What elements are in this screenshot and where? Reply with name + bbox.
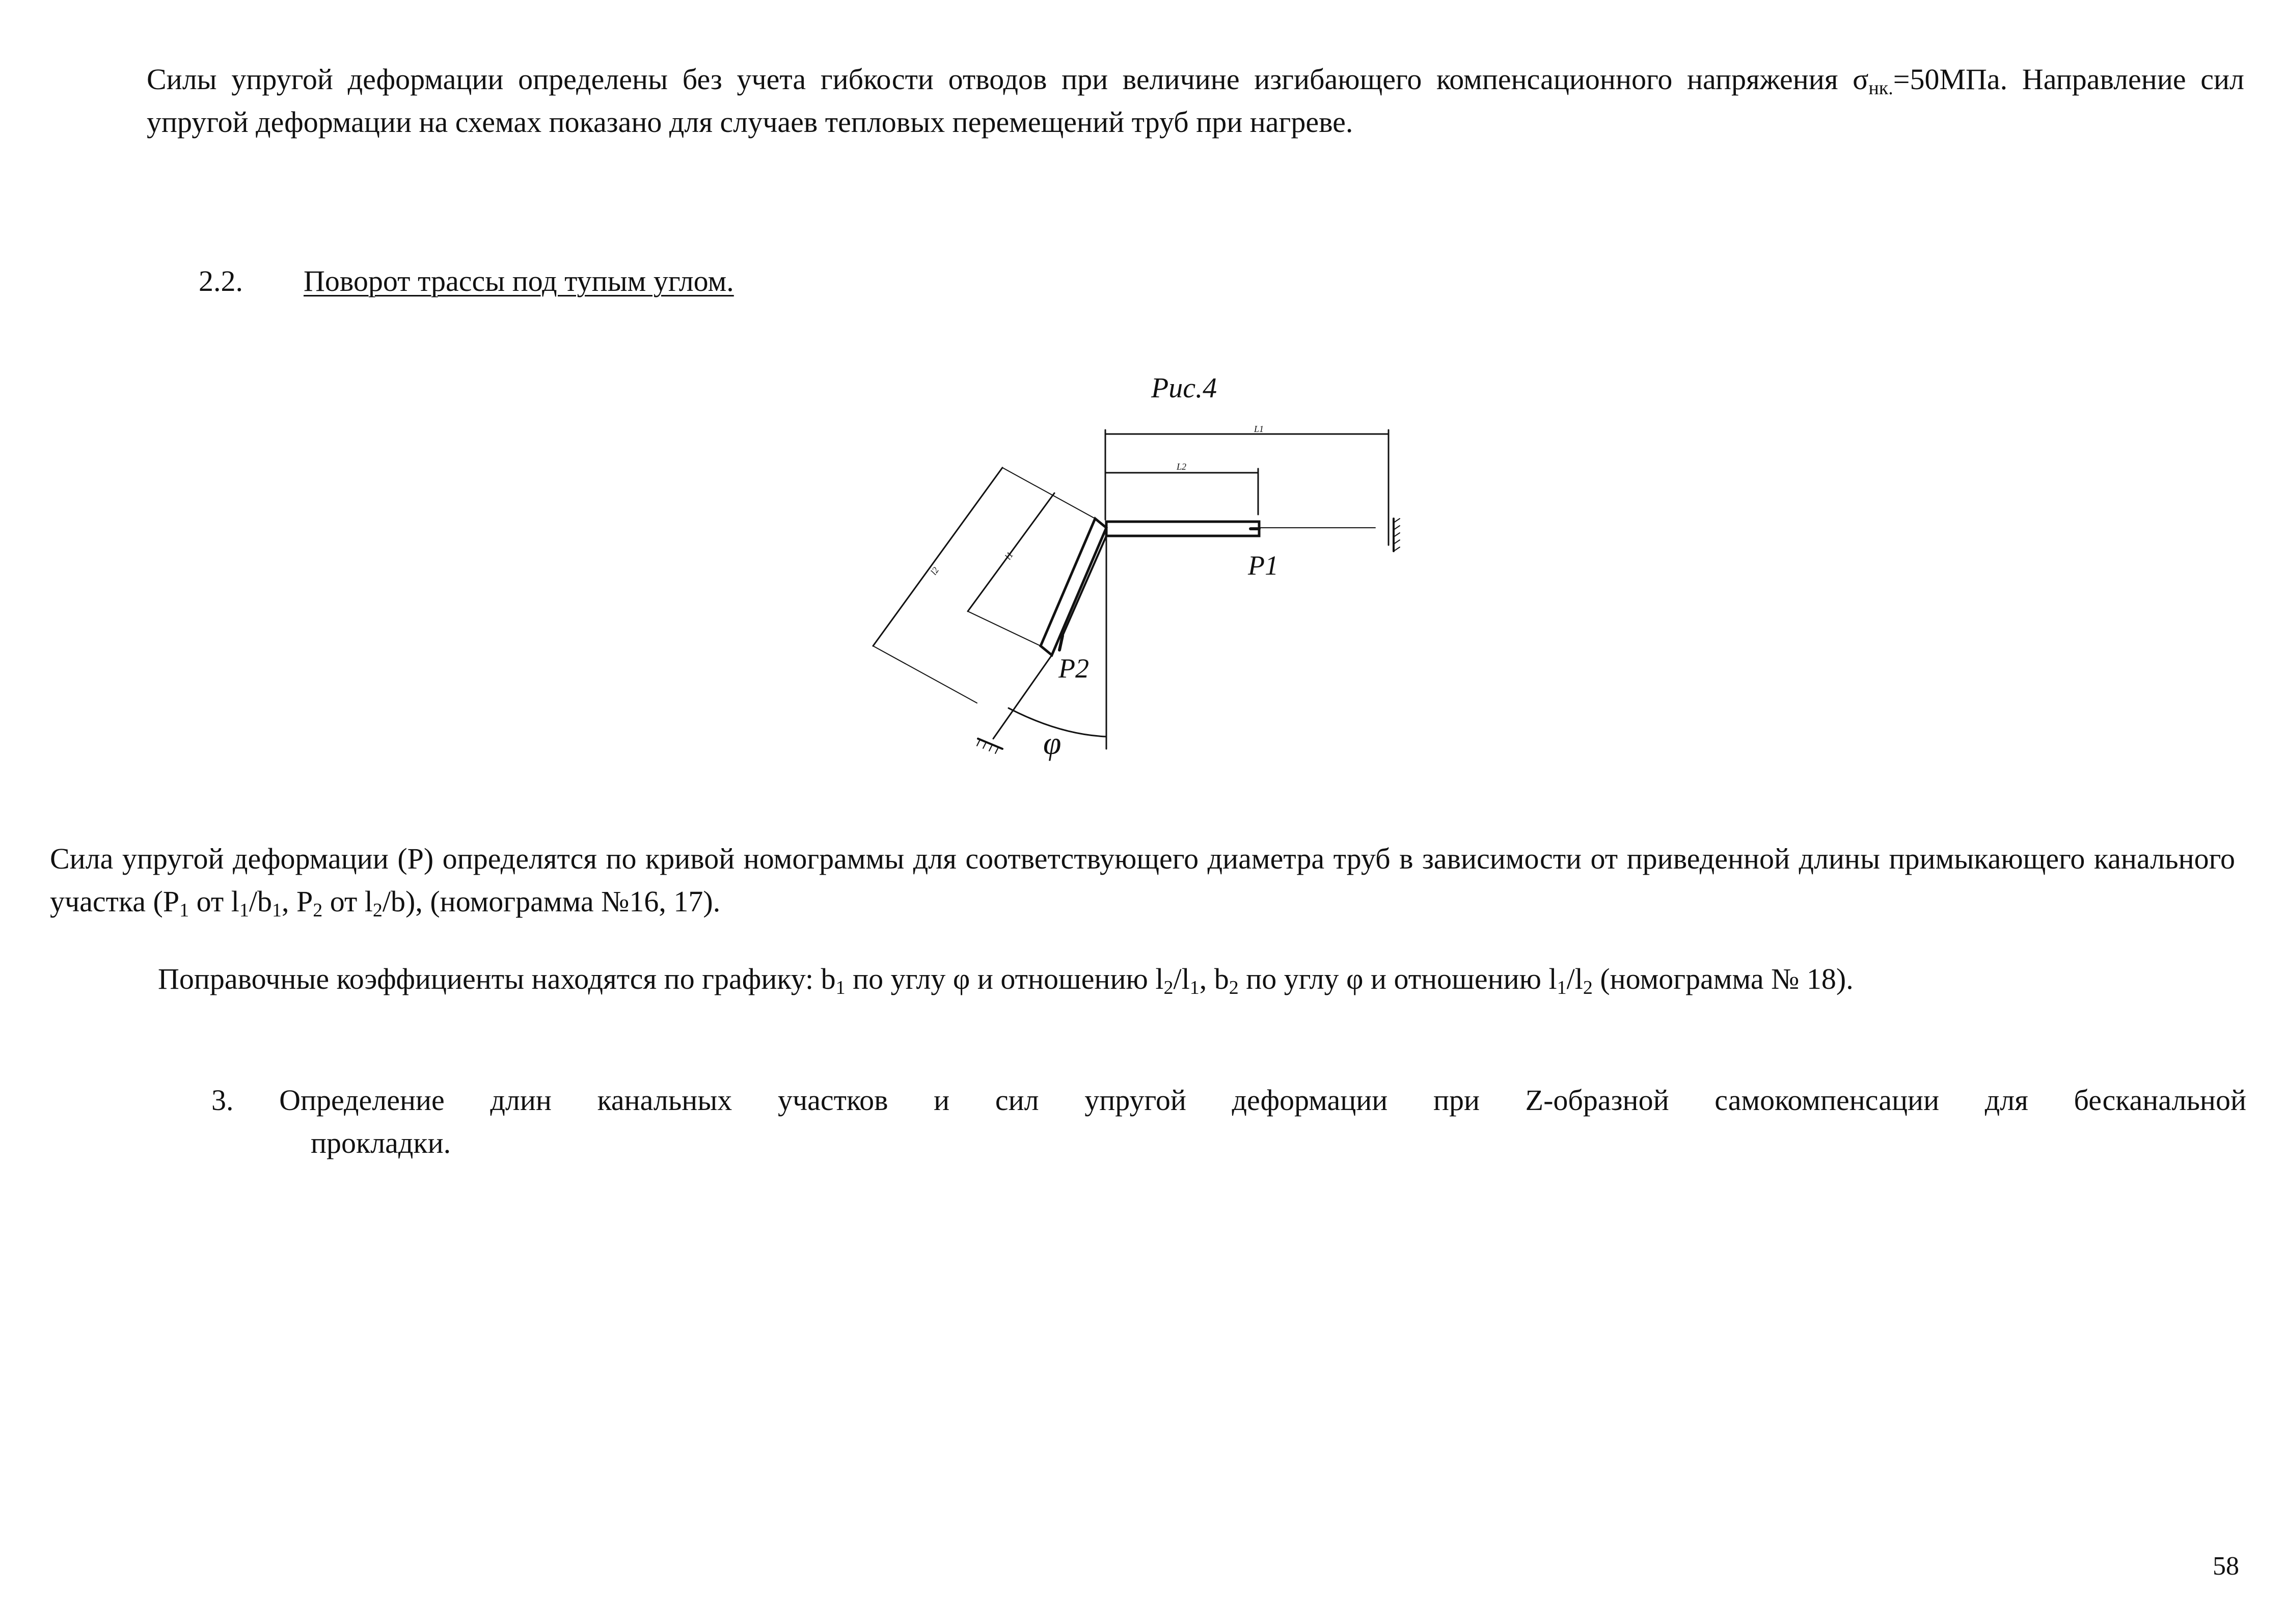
paragraph-text: /b: [249, 885, 272, 918]
subscript: 1: [271, 900, 282, 921]
label-phi: φ: [1043, 725, 1062, 761]
label-p2: P2: [1058, 653, 1089, 684]
horizontal-pipe: [1106, 522, 1259, 536]
subscript: 2: [372, 900, 383, 921]
paragraph-text: /l: [1566, 962, 1583, 995]
paragraph-text: Сила упругой деформации (P) определятся по кривой номограммы для соответствующего диаметра труб в зависимости от приведенной длины примыкающего канального участка (P: [50, 842, 2235, 918]
subscript: нк.: [1868, 77, 1893, 99]
extension-line: [873, 646, 977, 703]
label-l2-diag: l2: [928, 565, 941, 577]
section-3-line-2: прокладки.: [311, 1126, 451, 1159]
subscript: 1: [239, 900, 249, 921]
section-title: Поворот трассы под тупым углом.: [304, 264, 734, 297]
subscript: 2: [1163, 977, 1174, 998]
section-number: 2.2.: [199, 264, 243, 297]
subscript: 1: [1557, 977, 1567, 998]
paragraph-text: /b), (номограмма №16, 17).: [382, 885, 721, 918]
subscript: 1: [835, 977, 846, 998]
paragraph-text: от l: [322, 885, 373, 918]
label-p1: P1: [1248, 550, 1278, 581]
paragraph-text: по углу φ и отношению l: [845, 962, 1164, 995]
subscript: 1: [179, 900, 189, 921]
subscript: 2: [1583, 977, 1593, 998]
paragraph-text: /l: [1173, 962, 1190, 995]
paragraph-text: Поправочные коэффициенты находятся по графику: b: [158, 962, 836, 995]
dimension-line-l1-diag: [968, 493, 1054, 611]
paragraph-text: по углу φ и отношению l: [1238, 962, 1557, 995]
paragraph-elastic-forces: [147, 58, 2244, 144]
dimension-line-l2-diag: [873, 468, 1002, 646]
paragraph-text: , P: [281, 885, 313, 918]
page-number: 58: [2213, 1552, 2239, 1581]
section-3-line-1: 3. Определение длин канальных участков и сил упругой деформации при Z-образной самокомпенсации для бесканальной: [211, 1084, 2246, 1117]
pipe-bend-diagram: [840, 408, 1452, 784]
section-3-heading: [211, 1079, 2246, 1165]
section-heading: [199, 260, 734, 303]
paragraph-text: Силы упругой деформации определены без учета гибкости отводов при величине изгибающего компенсационного напряжения σ: [147, 63, 1869, 96]
paragraph-force-nomogram: [50, 837, 2235, 923]
paragraph-text: от l: [189, 885, 239, 918]
label-l1-top: L1: [1254, 424, 1264, 434]
paragraph-correction-coefficients: [158, 958, 2246, 1000]
extension-line: [1002, 468, 1095, 519]
extension-line: [968, 611, 1041, 646]
paragraph-text: (номограмма № 18).: [1592, 962, 1854, 995]
figure-caption: Рис.4: [1151, 372, 1217, 404]
inclined-pipe: [1041, 519, 1106, 655]
label-l2-top: L2: [1177, 462, 1187, 472]
paragraph-text: , b: [1199, 962, 1229, 995]
label-l1-diag: l1: [1002, 550, 1016, 562]
subscript: 2: [313, 900, 323, 921]
subscript: 2: [1229, 977, 1239, 998]
pipe-inner-edge: [1063, 536, 1106, 636]
subscript: 1: [1189, 977, 1200, 998]
paragraph-text: =50МПа. Направление сил упругой деформации на схемах показано для случаев тепловых перемещений труб при нагреве.: [147, 63, 2244, 139]
